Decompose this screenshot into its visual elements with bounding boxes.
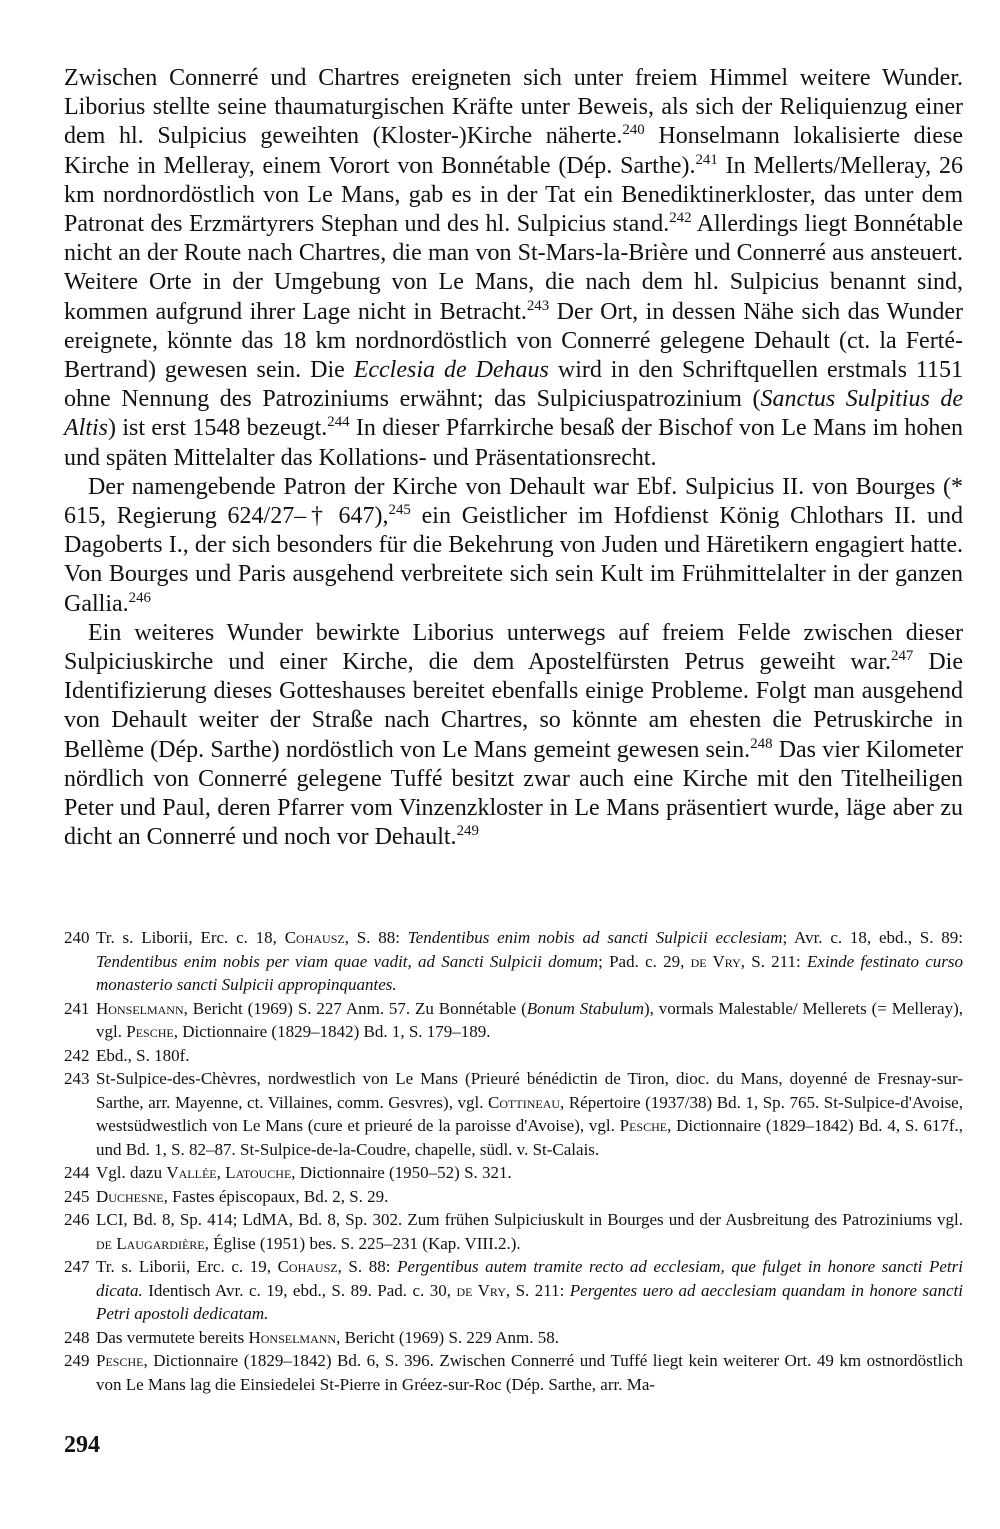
italic-text: Bonum Stabulum (526, 998, 644, 1018)
text-run: , S. 211: (740, 951, 808, 971)
text-run: ein Geistlicher im Hofdienst König Chlothars II. und Dagoberts I., der sich besonders für die Bekehrung von Juden und Häretikern engagiert hatte. Von Bourges und Paris ausgehend verbreitete sich sein Kult im Frühmittelalter in der ganzen Gallia. (64, 503, 963, 617)
author-name: de Vry (456, 1280, 506, 1300)
paragraph (64, 473, 963, 619)
footnote-number: 243 (64, 1069, 90, 1088)
text-run: , Bericht (1969) S. 227 Anm. 57. Zu Bonnétable ( (183, 998, 527, 1018)
text-run: Vgl. dazu (96, 1163, 167, 1182)
footnote-ref: 249 (456, 823, 479, 840)
footnote-ref: 243 (526, 297, 550, 314)
text-run: Tr. s. Liborii, Erc. c. 19, (96, 1257, 278, 1276)
author-name: Pesche (96, 1351, 144, 1370)
footnote-ref: 241 (695, 151, 718, 168)
footnote (64, 1255, 963, 1326)
footnote-text (96, 997, 963, 1044)
footnote-ref: 247 (891, 648, 914, 665)
footnote-text (96, 1044, 963, 1068)
footnote-ref: 246 (128, 589, 151, 606)
author-name: Cohausz (284, 928, 345, 947)
text-run: , Fastes épiscopaux, Bd. 2, S. 29. (163, 1186, 389, 1206)
italic-text: Tendentibus enim nobis ad sancti Sulpicii ecclesiam (407, 928, 783, 947)
footnote (64, 926, 963, 997)
footnote-ref: 242 (669, 210, 692, 227)
italic-text: Exinde festinato curso monasterio sancti Sulpicii appropinquantes. (96, 951, 963, 994)
text-run: Zwischen Connerré und Chartres ereigneten sich unter freiem Himmel weitere Wunder. Liborius stellte seine thaumaturgischen Kräfte unter Beweis, als sich der Reliquienzug einer dem hl. Sulpicius geweihten (Kloster-)Kirche näherte. (64, 65, 963, 150)
text-run: Die Identifizierung dieses Gotteshauses bereitet ebenfalls einige Probleme. Folgt man ausgehend von Dehault weiter der Straße nach Chartres, so könnte am ehesten die Petruskirche in Bellème (Dép. Sarthe) nordöstlich von Le Mans gemeint gewesen sein. (64, 649, 963, 763)
author-name: Honselmann (96, 998, 184, 1018)
text-run: Tr. s. Liborii, Erc. c. 18, (96, 928, 285, 947)
text-run: , Dictionnaire (1829–1842) Bd. 1, S. 179–189. (173, 1022, 491, 1041)
text-run: Allerdings liegt Bonnétable nicht an der Route nach Chartres, die man von St-Mars-la-Brière und Connerré aus ansteuert. Weitere Orte in der Umgebung von Le Mans, die nach dem hl. Sulpicius benannt sind, kommen aufgrund ihrer Lage nicht in Betracht. (64, 211, 964, 325)
text-run: Ein weiteres Wunder bewirkte Liborius unterwegs auf freiem Felde zwischen dieser Sulpiciuskirche und einer Kirche, die dem Apostelfürsten Petrus geweiht war. (64, 619, 963, 676)
footnote (64, 1349, 963, 1396)
italic-text: Pergentibus autem tramite recto ad ecclesiam, que fulget in honore sancti Petri dicata. (96, 1257, 963, 1300)
author-name: Latouche (225, 1163, 292, 1182)
author-name: de Vry (690, 951, 741, 971)
text-run: ; Avr. c. 18, ebd., S. 89: (782, 928, 963, 947)
footnote (64, 1326, 963, 1350)
footnote-ref: 244 (327, 414, 350, 431)
text-run: Das vermutete bereits (96, 1327, 249, 1347)
text-run: , S. 88: (344, 928, 408, 947)
footnote-text (96, 1208, 963, 1255)
footnote (64, 1044, 963, 1068)
author-name: Duchesne (96, 1186, 164, 1206)
main-text (64, 64, 963, 852)
text-run: , Dictionnaire (1829–1842) Bd. 6, S. 396. Zwischen Connerré und Tuffé liegt kein weiterer Ort. 49 km ostnordöstlich von Le Mans lag die Einsiedelei St-Pierre in Gréez-sur-Roc (Dép. Sarthe, arr. Ma- (96, 1351, 963, 1394)
paragraph (64, 619, 963, 853)
footnote-number: 244 (64, 1163, 90, 1182)
text-run: , (216, 1163, 226, 1182)
footnote (64, 1161, 963, 1185)
footnote-text (96, 1161, 963, 1185)
text-run: LCI, Bd. 8, Sp. 414; LdMA, Bd. 8, Sp. 302. Zum frühen Sulpiciuskult in Bourges und der Ausbreitung des Patroziniums vgl. (96, 1210, 963, 1229)
text-run: , Répertoire (1937/38) Bd. 1, Sp. 765. St-Sulpice-d'Avoise, westsüdwestlich von Le Mans (cure et prieuré de la paroisse d'Avoise), vgl. (96, 1092, 963, 1135)
text-run: ; Pad. c. 29, (598, 951, 691, 971)
footnote-text (96, 926, 963, 997)
footnote (64, 997, 963, 1044)
footnote (64, 1067, 963, 1161)
footnote-text (96, 1067, 963, 1161)
text-run: , Bericht (1969) S. 229 Anm. 58. (336, 1327, 559, 1347)
footnote (64, 1208, 963, 1255)
footnote-number: 241 (64, 998, 90, 1018)
text-run: Das vier Kilometer nördlich von Connerré gelegene Tuffé besitzt zwar auch eine Kirche mit den Titelheiligen Peter und Paul, deren Pfarrer vom Vinzenzkloster in Le Mans präsentiert wurde, läge aber zu dicht an Connerré und noch vor Dehault. (64, 736, 964, 851)
footnote-ref: 240 (622, 122, 645, 139)
italic-text: Pergentes uero ad aecclesiam quandam in honore sancti Petri apostoli dedicatam. (96, 1280, 963, 1323)
footnotes (64, 926, 963, 1396)
text-run: , Dictionnaire (1829–1842) Bd. 4, S. 617f., und Bd. 1, S. 82–87. St-Sulpice-de-la-Coudre, chapelle, südl. v. St-Calais. (96, 1116, 963, 1159)
text-run: , S. 211: (505, 1280, 570, 1300)
text-run: In dieser Pfarrkirche besaß der Bischof von Le Mans im hohen und späten Mittelalter das Kollations- und Präsentationsrecht. (64, 415, 963, 471)
author-name: Vallée (166, 1163, 217, 1182)
italic-text: Ecclesia de Dehaus (353, 357, 549, 384)
footnote-text (96, 1185, 963, 1209)
text-run: In Mellerts/Melleray, 26 km nordnordöstlich von Le Mans, gab es in der Tat ein Benediktinerkloster, das unter dem Patronat des Erzmärtyrers Stephan und des hl. Sulpicius stand. (64, 152, 963, 238)
author-name: Cottineau (488, 1092, 561, 1112)
footnote-ref: 245 (388, 502, 411, 519)
text-run: Der namengebende Patron der Kirche von Dehault war Ebf. Sulpicius II. von Bourges (* 615, Regierung 624/27–† 647), (64, 473, 963, 530)
text-run: St-Sulpice-des-Chèvres, nordwestlich von Le Mans (Prieuré bénédictin de Tiron, dioc. du Mans, doyenné de Fresnay-sur-Sarthe, arr. Mayenne, ct. Villaines, comm. Gesvres), vgl. (96, 1069, 963, 1112)
footnote-number: 245 (64, 1186, 90, 1206)
footnote-number: 249 (64, 1351, 90, 1370)
author-name: Cohausz (277, 1257, 338, 1276)
text-run: , Église (1951) bes. S. 225–231 (Kap. VIII.2.). (204, 1233, 521, 1253)
footnote-number: 246 (64, 1210, 90, 1229)
paragraph (64, 64, 963, 473)
text-run: wird in den Schriftquellen erstmals 1151 ohne Nennung des Patroziniums erwähnt; das Sulpiciuspatrozinium ( (64, 357, 963, 413)
text-run: Honselmann lokalisierte diese Kirche in Melleray, einem Vorort von Bonnétable (Dép. Sarthe). (64, 123, 963, 179)
italic-text: Sanctus Sulpitius de Altis (64, 386, 964, 442)
footnote-number: 242 (64, 1045, 90, 1065)
author-name: Honselmann (248, 1327, 337, 1347)
text-run: Identisch Avr. c. 19, ebd., S. 89. Pad. c. 30, (142, 1280, 457, 1300)
footnote-text (96, 1326, 963, 1350)
author-name: Pesche (126, 1022, 174, 1041)
text-run: ) ist erst 1548 bezeugt. (108, 415, 328, 442)
footnote-number: 247 (64, 1257, 90, 1276)
text-run: ), vormals Malestable/ Mellerets (= Melleray), vgl. (96, 998, 963, 1041)
text-run: Der Ort, in dessen Nähe sich das Wunder ereignete, könnte das 18 km nordnordöstlich von Connerré gelegene Dehault (ct. la Ferté-Bertrand) gewesen sein. Die (64, 298, 964, 384)
footnote-text (96, 1349, 963, 1396)
author-name: de Laugardière (96, 1233, 205, 1253)
text-run: , S. 88: (337, 1257, 398, 1276)
text-run: , Dictionnaire (1950–52) S. 321. (291, 1163, 512, 1182)
footnote (64, 1185, 963, 1209)
footnote-ref: 248 (750, 735, 773, 752)
author-name: Pesche (619, 1116, 668, 1135)
page-number: 294 (64, 1432, 100, 1458)
footnote-number: 248 (64, 1327, 90, 1347)
footnote-number: 240 (64, 928, 90, 947)
text-run: Ebd., S. 180f. (96, 1045, 190, 1065)
footnote-text (96, 1255, 963, 1326)
italic-text: Tendentibus enim nobis per viam quae vadit, ad Sancti Sulpicii domum (96, 951, 599, 971)
